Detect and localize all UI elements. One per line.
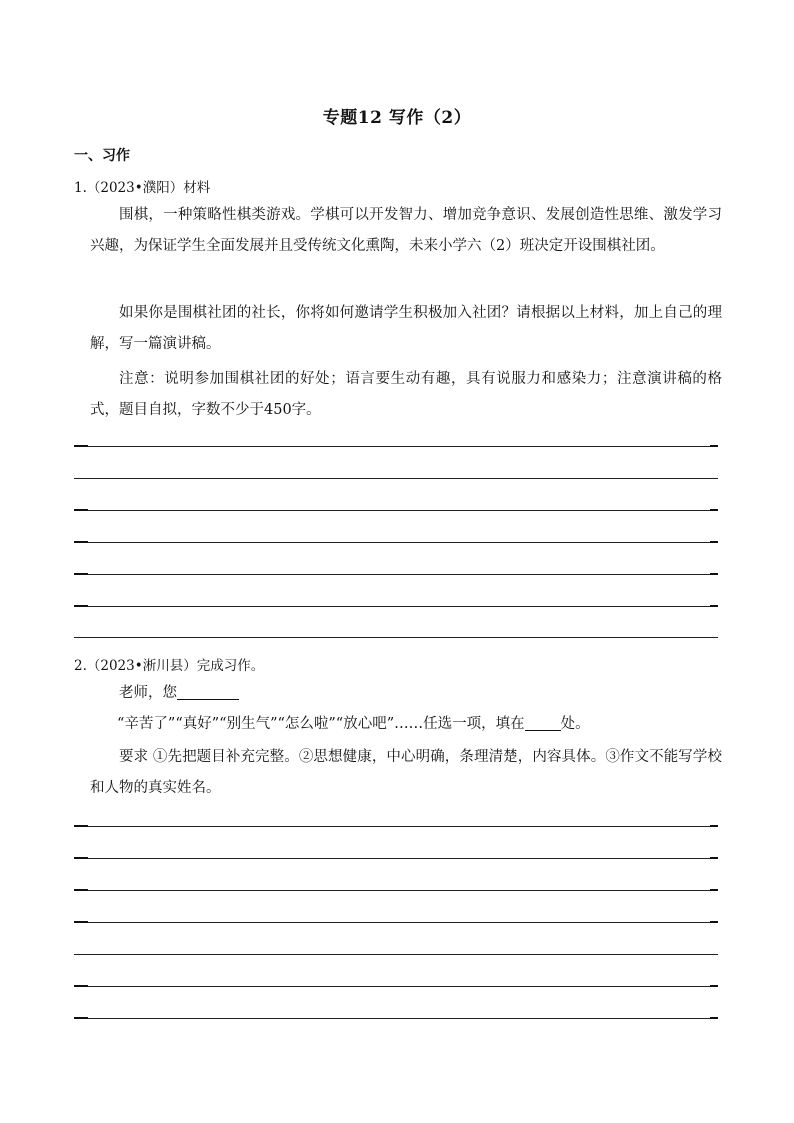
options-suffix: 处。 <box>560 716 590 732</box>
writing-line[interactable] <box>74 954 718 955</box>
question-2-heading: 2.（2023•淅川县）完成习作。 <box>74 658 265 674</box>
writing-line[interactable] <box>74 606 718 607</box>
writing-line[interactable] <box>74 637 718 638</box>
writing-line[interactable] <box>74 922 718 923</box>
writing-line[interactable] <box>74 510 718 511</box>
writing-line[interactable] <box>74 478 718 479</box>
writing-line[interactable] <box>74 826 718 827</box>
options-blank[interactable] <box>525 713 561 731</box>
writing-line[interactable] <box>74 542 718 543</box>
question-2-title-prompt <box>90 678 722 709</box>
question-2-options-paragraph <box>90 709 722 740</box>
writing-line[interactable] <box>74 574 718 575</box>
title-prefix: 老师，您 <box>119 685 177 701</box>
section-heading: 一、习作 <box>74 148 130 164</box>
options-text: “辛苦了”“真好”“别生气”“怎么啦”“放心吧”……任选一项，填在 <box>117 716 525 732</box>
question-1-task-paragraph: 如果你是围棋社团的社长，你将如何邀请学生积极加入社团？请根据以上材料，加上自己的理解，写一篇演讲稿。 <box>90 305 722 352</box>
question-1-heading: 1.（2023•濮阳）材料 <box>74 180 211 196</box>
writing-line[interactable] <box>74 986 718 987</box>
question-2-requirements-paragraph: 要求 ①先把题目补充完整。②思想健康，中心明确，条理清楚，内容具体。③作文不能写学校和人物的真实姓名。 <box>90 749 722 796</box>
page-title: 专题12 写作（2） <box>322 108 472 128</box>
question-1-notes-paragraph: 注意：说明参加围棋社团的好处；语言要生动有趣，具有说服力和感染力；注意演讲稿的格式，题目自拟，字数不少于450字。 <box>90 371 722 418</box>
writing-line[interactable] <box>74 1018 718 1019</box>
writing-line[interactable] <box>74 446 718 447</box>
title-blank[interactable] <box>177 682 239 700</box>
question-1-material-paragraph: 围棋，一种策略性棋类游戏。学棋可以开发智力、增加竞争意识、发展创造性思维、激发学习兴趣，为保证学生全面发展并且受传统文化熏陶，未来小学六（2）班决定开设围棋社团。 <box>90 207 722 254</box>
writing-line[interactable] <box>74 890 718 891</box>
writing-line[interactable] <box>74 858 718 859</box>
